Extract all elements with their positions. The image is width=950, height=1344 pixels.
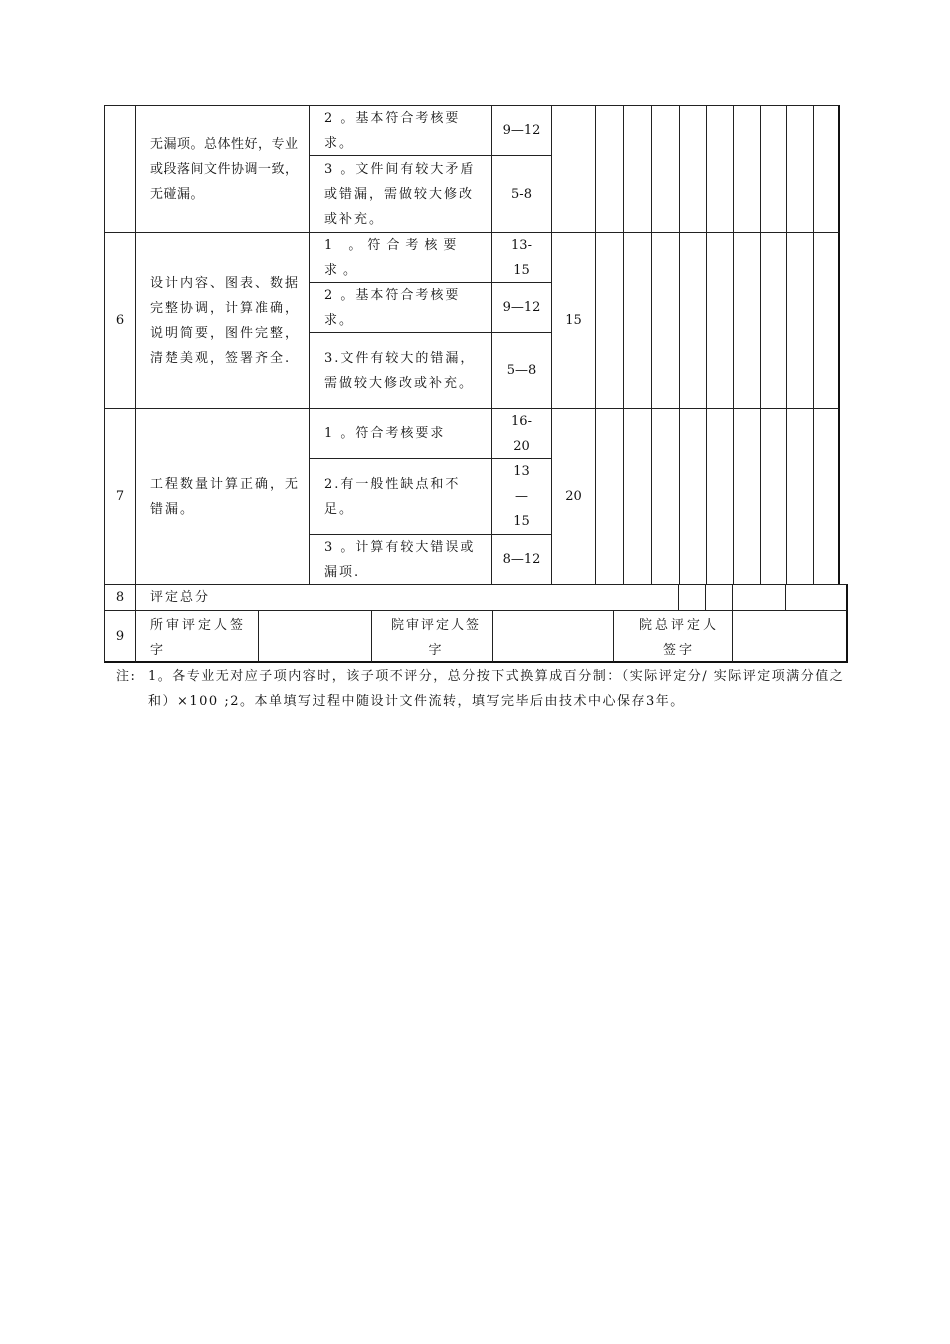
criteria-text: 1 。符合考核要求 bbox=[324, 426, 446, 441]
score-range-text: 9—12 bbox=[502, 123, 541, 138]
row-content-cell bbox=[135, 105, 310, 233]
criteria-text: 3 。文件间有较大矛盾或错漏，需做较大修改或补充。 bbox=[324, 161, 476, 227]
criteria-text: 3.文件有较大的错漏，需做较大修改或补充。 bbox=[324, 350, 476, 391]
row-number-cell bbox=[104, 584, 136, 611]
max-score-text: 15 bbox=[565, 313, 582, 328]
score-entry-cell[interactable] bbox=[651, 232, 680, 409]
note-text: 1。各专业无对应子项内容时，该子项不评分，总分按下式换算成百分制：（实际评定分/ 实际评定项满分值之和）×100 ;2。本单填写过程中随设计文件流转，填写完毕后由技术中心保存3年。 bbox=[148, 669, 845, 709]
form-note bbox=[116, 664, 846, 714]
score-range-cell bbox=[491, 408, 552, 459]
criteria-text: 3 。计算有较大错误或漏项. bbox=[324, 539, 476, 580]
row-content-text: 工程数量计算正确，无错漏。 bbox=[150, 476, 301, 517]
institute-reviewer-signature-field[interactable] bbox=[492, 610, 614, 663]
row-number: 7 bbox=[115, 489, 125, 504]
criteria-cell bbox=[309, 458, 492, 535]
dept-reviewer-label: 所审评定人签字 bbox=[150, 618, 247, 658]
chief-reviewer-label-cell bbox=[613, 610, 733, 663]
row-content-cell bbox=[135, 232, 310, 409]
score-entry-cell[interactable] bbox=[733, 408, 761, 585]
criteria-cell bbox=[309, 282, 492, 333]
chief-reviewer-label: 院总评定人签字 bbox=[638, 618, 719, 658]
note-label: 注: bbox=[116, 669, 137, 684]
score-range-text: 13-15 bbox=[511, 237, 532, 278]
row-content-cell bbox=[135, 408, 310, 585]
score-entry-cell[interactable] bbox=[623, 232, 652, 409]
criteria-cell bbox=[309, 155, 492, 233]
total-score-cell bbox=[705, 584, 733, 611]
row-content-text: 无漏项。总体性好，专业或段落间文件协调一致，无碰漏。 bbox=[150, 136, 299, 202]
score-entry-cell[interactable] bbox=[786, 232, 814, 409]
score-entry-cell[interactable] bbox=[595, 408, 624, 585]
score-range-text: 13—15 bbox=[513, 464, 530, 529]
criteria-cell bbox=[309, 232, 492, 283]
score-range-cell bbox=[491, 332, 552, 409]
chief-reviewer-signature-field[interactable] bbox=[732, 610, 848, 663]
score-entry-cell[interactable] bbox=[733, 232, 761, 409]
score-entry-cell[interactable] bbox=[706, 105, 734, 233]
max-score-text: 20 bbox=[565, 489, 582, 504]
row-number: 6 bbox=[115, 313, 125, 328]
score-entry-cell[interactable] bbox=[760, 408, 787, 585]
total-label-cell bbox=[135, 584, 679, 611]
score-entry-cell[interactable] bbox=[595, 105, 624, 233]
score-range-cell bbox=[491, 458, 552, 535]
score-entry-cell[interactable] bbox=[595, 232, 624, 409]
max-score-cell bbox=[551, 408, 596, 585]
criteria-cell bbox=[309, 332, 492, 409]
score-range-cell bbox=[491, 282, 552, 333]
criteria-cell bbox=[309, 534, 492, 585]
score-entry-cell[interactable] bbox=[679, 232, 707, 409]
criteria-text: 2 。基本符合考核要求。 bbox=[324, 287, 461, 328]
total-score-cell bbox=[785, 584, 848, 611]
score-entry-cell[interactable] bbox=[733, 105, 761, 233]
institute-reviewer-label-cell bbox=[371, 610, 493, 663]
score-entry-cell[interactable] bbox=[760, 232, 787, 409]
score-range-text: 16-20 bbox=[511, 413, 532, 454]
total-score-cell bbox=[678, 584, 706, 611]
score-entry-cell[interactable] bbox=[706, 408, 734, 585]
total-score-label: 评定总分 bbox=[150, 589, 211, 605]
score-range-text: 5-8 bbox=[511, 186, 532, 202]
row-number: 9 bbox=[115, 628, 125, 644]
max-score-cell bbox=[551, 105, 596, 233]
score-entry-cell[interactable] bbox=[813, 232, 840, 409]
score-entry-cell[interactable] bbox=[651, 105, 680, 233]
row-content-text: 设计内容、图表、数据完整协调，计算准确，说明简要，图件完整，清楚美观，签署齐全. bbox=[150, 275, 301, 366]
institute-reviewer-label: 院审评定人签字 bbox=[390, 618, 481, 658]
score-entry-cell[interactable] bbox=[623, 105, 652, 233]
score-entry-cell[interactable] bbox=[786, 105, 814, 233]
score-range-cell bbox=[491, 534, 552, 585]
score-entry-cell[interactable] bbox=[679, 105, 707, 233]
max-score-cell bbox=[551, 232, 596, 409]
dept-reviewer-signature-field[interactable] bbox=[258, 610, 372, 663]
row-number-cell bbox=[104, 232, 136, 409]
score-entry-cell[interactable] bbox=[623, 408, 652, 585]
score-range-cell bbox=[491, 232, 552, 283]
score-entry-cell[interactable] bbox=[813, 408, 840, 585]
criteria-text: 1 。符合考核要求。 bbox=[324, 237, 463, 278]
dept-reviewer-label-cell bbox=[135, 610, 259, 663]
criteria-cell bbox=[309, 105, 492, 156]
row-number: 8 bbox=[115, 589, 125, 605]
criteria-text: 2.有一般性缺点和不足。 bbox=[324, 476, 461, 517]
score-range-cell bbox=[491, 155, 552, 233]
row-number-cell bbox=[104, 610, 136, 663]
row-number-cell bbox=[104, 408, 136, 585]
score-entry-cell[interactable] bbox=[706, 232, 734, 409]
criteria-cell bbox=[309, 408, 492, 459]
score-range-text: 9—12 bbox=[502, 300, 541, 315]
score-entry-cell[interactable] bbox=[786, 408, 814, 585]
total-score-cell bbox=[732, 584, 786, 611]
score-entry-cell[interactable] bbox=[679, 408, 707, 585]
score-entry-cell[interactable] bbox=[813, 105, 840, 233]
score-entry-cell[interactable] bbox=[760, 105, 787, 233]
score-range-text: 8—12 bbox=[502, 552, 541, 567]
score-range-cell bbox=[491, 105, 552, 156]
score-entry-cell[interactable] bbox=[651, 408, 680, 585]
criteria-text: 2 。基本符合考核要求。 bbox=[324, 110, 461, 151]
score-range-text: 5—8 bbox=[506, 363, 537, 378]
row-number-cell bbox=[104, 105, 136, 233]
